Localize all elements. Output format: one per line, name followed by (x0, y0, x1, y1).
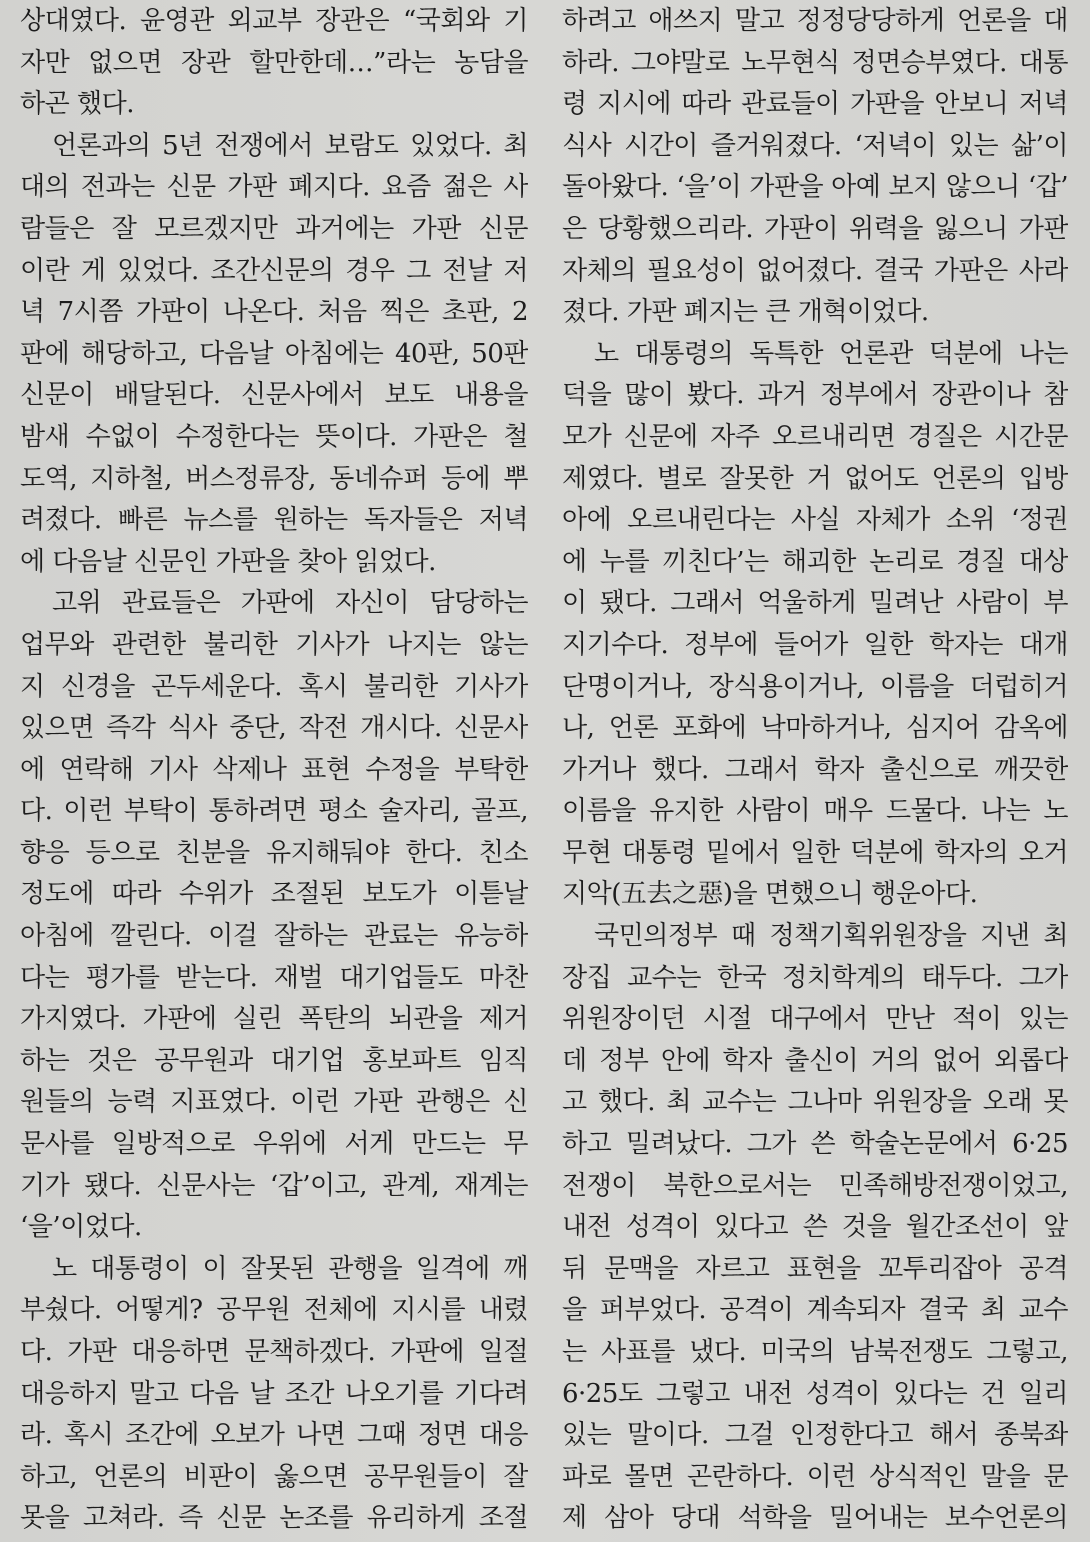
text-line: 기가 됐다. 신문사는 ‘갑’이고, 관계, 재계는 (20, 1170, 528, 1201)
text-line: 판에 해당하고, 다음날 아침에는 40판, 50판 (20, 338, 528, 369)
text-line: 모가 신문에 자주 오르내리면 경질은 시간문 (562, 421, 1068, 452)
text-line: 6·25도 그렇고 내전 성격이 있다는 건 일리 (562, 1378, 1068, 1409)
text-line: 라. 혹시 조간에 오보가 나면 그때 정면 대응 (20, 1420, 528, 1451)
text-line: 상대였다. 윤영관 외교부 장관은 “국회와 기 (20, 6, 528, 36)
text-line: 내전 성격이 있다고 쓴 것을 월간조선이 앞 (562, 1212, 1068, 1243)
paragraph-first-line: 고위 관료들은 가판에 자신이 담당하는 (52, 588, 528, 619)
text-line: 전쟁이 북한으로서는 민족해방전쟁이었고, (562, 1170, 1068, 1201)
paragraph-first-line: 국민의정부 때 정책기획위원장을 지낸 최 (594, 921, 1068, 952)
text-line: 다. 가판 대응하면 문책하겠다. 가판에 일절 (20, 1337, 528, 1367)
text-line: 이 됐다. 그래서 억울하게 밀려난 사람이 부 (562, 588, 1068, 619)
text-line: 다는 평가를 받는다. 재벌 대기업들도 마찬 (20, 962, 528, 993)
text-line: 무현 대통령 밑에서 일한 덕분에 학자의 오거 (562, 837, 1068, 868)
text-line: 지기수다. 정부에 들어가 일한 학자는 대개 (562, 629, 1068, 660)
text-line: 을 퍼부었다. 공격이 계속되자 결국 최 교수 (562, 1295, 1068, 1326)
text-line: 나, 언론 포화에 낙마하거나, 심지어 감옥에 (562, 713, 1068, 744)
text-line: 하고, 언론의 비판이 옳으면 공무원들이 잘 (20, 1461, 528, 1492)
text-line: 덕을 많이 봤다. 과거 정부에서 장관이나 참 (562, 380, 1068, 411)
text-line: 졌다. 가판 폐지는 큰 개혁이었다. (562, 297, 929, 328)
text-line: 단명이거나, 장식용이거나, 이름을 더럽히거 (562, 671, 1068, 702)
text-line: 정도에 따라 수위가 조절된 보도가 이튿날 (20, 879, 528, 910)
text-line: 하려고 애쓰지 말고 정정당당하게 언론을 대 (562, 6, 1068, 36)
text-line: 하고 밀려났다. 그가 쓴 학술논문에서 6·25 (562, 1129, 1068, 1160)
text-line: 못을 고쳐라. 즉 신문 논조를 유리하게 조절 (20, 1503, 528, 1534)
text-line: 자만 없으면 장관 할만한데…”라는 농담을 (20, 47, 528, 78)
text-line: 문사를 일방적으로 우위에 서게 만드는 무 (20, 1129, 528, 1160)
text-line: 은 당황했으리라. 가판이 위력을 잃으니 가판 (562, 213, 1068, 244)
text-line: 위원장이던 시절 대구에서 만난 적이 있는 (562, 1004, 1068, 1035)
text-line: 있는 말이다. 그걸 인정한다고 해서 종북좌 (562, 1420, 1068, 1451)
text-line: 령 지시에 따라 관료들이 가판을 안보니 저녁 (562, 89, 1068, 120)
text-line: 제 삼아 당대 석학을 밀어내는 보수언론의 (562, 1503, 1068, 1534)
text-line: 대의 전과는 신문 가판 폐지다. 요즘 젊은 사 (20, 172, 528, 203)
text-line: 밤새 수없이 수정한다는 뜻이다. 가판은 철 (20, 421, 528, 452)
text-line: 아에 오르내린다는 사실 자체가 소위 ‘정권 (562, 505, 1068, 536)
text-line: 신문이 배달된다. 신문사에서 보도 내용을 (20, 380, 528, 411)
text-line: 도역, 지하철, 버스정류장, 동네슈퍼 등에 뿌 (20, 463, 528, 494)
text-line: 고 했다. 최 교수는 그나마 위원장을 오래 못 (562, 1087, 1068, 1118)
text-line: 가지였다. 가판에 실린 폭탄의 뇌관을 제거 (20, 1004, 528, 1035)
text-column-left (20, 1, 528, 1540)
text-line: 파로 몰면 곤란하다. 이런 상식적인 말을 문 (562, 1461, 1068, 1492)
text-line: 이란 게 있었다. 조간신문의 경우 그 전날 저 (20, 255, 528, 286)
paragraph-first-line: 노 대통령이 이 잘못된 관행을 일격에 깨 (52, 1253, 528, 1284)
text-line: 제였다. 별로 잘못한 거 없어도 언론의 입방 (562, 463, 1068, 494)
text-line: 아침에 깔린다. 이걸 잘하는 관료는 유능하 (20, 921, 528, 952)
text-line: 뒤 문맥을 자르고 표현을 꼬투리잡아 공격 (562, 1253, 1068, 1284)
text-line: 이름을 유지한 사람이 매우 드물다. 나는 노 (562, 796, 1068, 827)
text-line: 대응하지 말고 다음 날 조간 나오기를 기다려 (20, 1378, 528, 1409)
text-line: 부쉈다. 어떻게? 공무원 전체에 지시를 내렸 (20, 1295, 528, 1326)
text-line: 지 신경을 곤두세운다. 혹시 불리한 기사가 (20, 671, 528, 702)
text-column-right (562, 1, 1068, 1540)
text-line: 에 연락해 기사 삭제나 표현 수정을 부탁한 (20, 754, 528, 785)
text-line: 가거나 했다. 그래서 학자 출신으로 깨끗한 (562, 754, 1068, 785)
text-line: 람들은 잘 모르겠지만 과거에는 가판 신문 (20, 213, 528, 244)
text-line: 다. 이런 부탁이 통하려면 평소 술자리, 골프, (20, 796, 528, 827)
text-line: ‘을’이었다. (20, 1212, 142, 1243)
text-line: 자체의 필요성이 없어졌다. 결국 가판은 사라 (562, 255, 1068, 286)
text-line: 녁 7시쯤 가판이 나온다. 처음 찍은 초판, 2 (20, 297, 528, 328)
text-line: 데 정부 안에 학자 출신이 거의 없어 외롭다 (562, 1045, 1068, 1076)
text-line: 원들의 능력 지표였다. 이런 가판 관행은 신 (20, 1087, 528, 1118)
text-line: 에 다음날 신문인 가판을 찾아 읽었다. (20, 546, 436, 577)
text-line: 식사 시간이 즐거워졌다. ‘저녁이 있는 삶’이 (562, 130, 1068, 161)
text-line: 있으면 즉각 식사 중단, 작전 개시다. 신문사 (20, 713, 528, 744)
text-line: 업무와 관련한 불리한 기사가 나지는 않는 (20, 629, 528, 660)
text-line: 에 누를 끼친다’는 해괴한 논리로 경질 대상 (562, 546, 1068, 577)
text-line: 돌아왔다. ‘을’이 가판을 아예 보지 않으니 ‘갑’ (562, 172, 1068, 203)
paragraph-first-line: 노 대통령의 독특한 언론관 덕분에 나는 (594, 338, 1068, 369)
text-line: 하라. 그야말로 노무현식 정면승부였다. 대통 (562, 47, 1068, 78)
text-line: 하곤 했다. (20, 89, 134, 120)
text-line: 지악(五去之惡)을 면했으니 행운아다. (562, 879, 978, 910)
paragraph-first-line: 언론과의 5년 전쟁에서 보람도 있었다. 최 (52, 130, 528, 161)
text-line: 향응 등으로 친분을 유지해둬야 한다. 친소 (20, 837, 528, 868)
text-line: 장집 교수는 한국 정치학계의 태두다. 그가 (562, 962, 1068, 993)
text-line: 는 사표를 냈다. 미국의 남북전쟁도 그렇고, (562, 1337, 1068, 1367)
text-line: 려졌다. 빠른 뉴스를 원하는 독자들은 저녁 (20, 505, 528, 536)
text-line: 하는 것은 공무원과 대기업 홍보파트 임직 (20, 1045, 528, 1076)
